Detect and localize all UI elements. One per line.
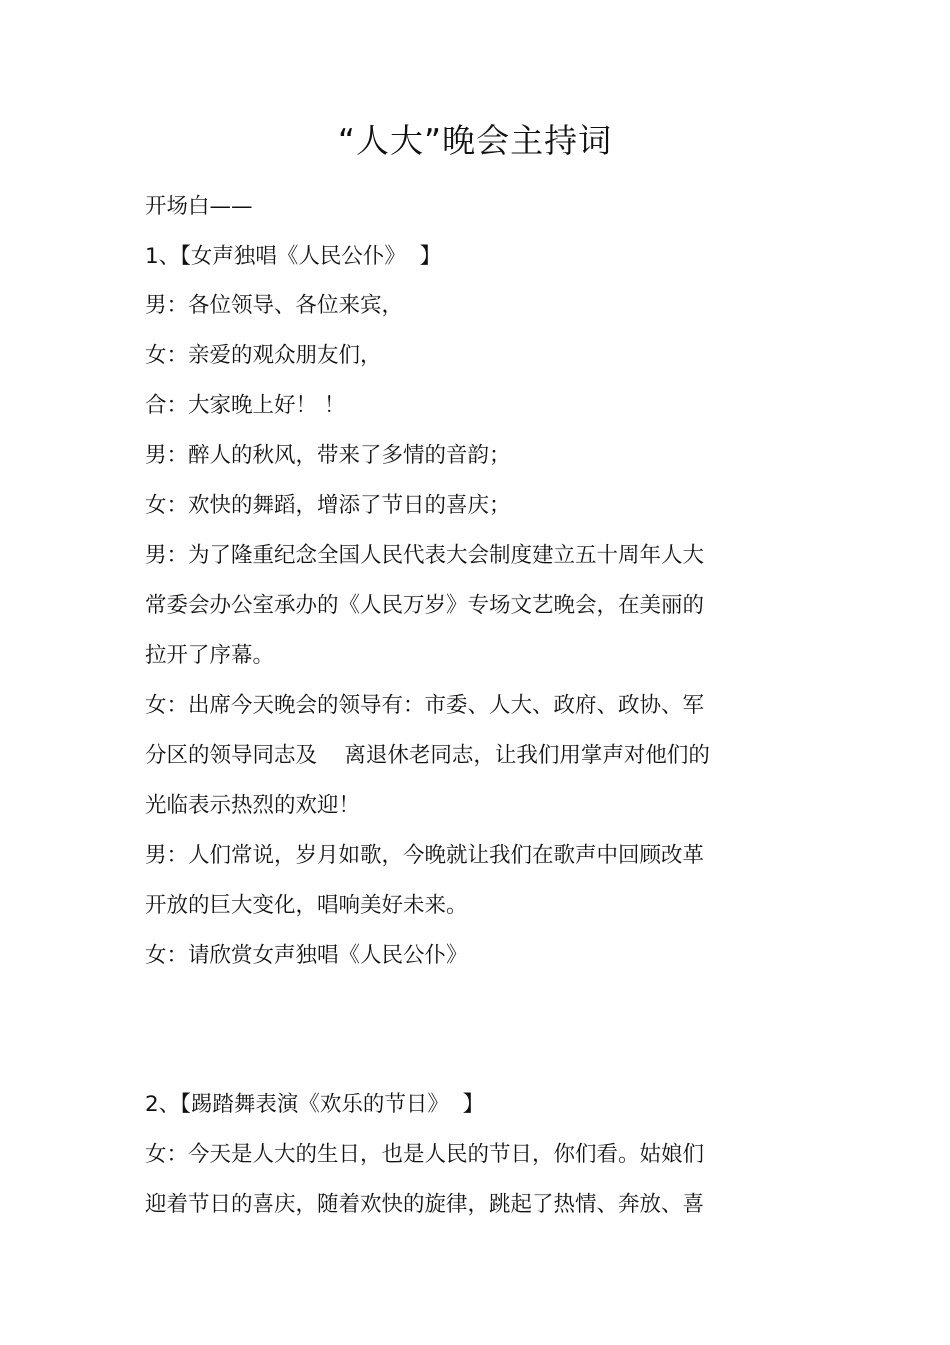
text-line: 光临表示热烈的欢迎！ (145, 793, 361, 818)
text-line: 女：请欣赏女声独唱《人民公仆》 (145, 943, 468, 968)
text-line: 男：人们常说，岁月如歌，今晚就让我们在歌声中回顾改革 (145, 843, 705, 868)
text-line: 女：亲爱的观众朋友们， (145, 343, 382, 368)
text-line: 男：醉人的秋风，带来了多情的音韵； (145, 443, 511, 468)
text-line: 拉开了序幕。 (145, 643, 275, 668)
text-line: 男：为了隆重纪念全国人民代表大会制度建立五十周年人大 (145, 543, 705, 568)
text-line: 男：各位领导、各位来宾， (145, 293, 404, 318)
text-line: 2、【踢踏舞表演《欢乐的节日》 】 (145, 1092, 485, 1117)
document-title: “人大”晚会主持词 (337, 121, 613, 160)
text-line: 女：今天是人大的生日，也是人民的节日，你们看。姑娘们 (145, 1142, 705, 1167)
text-line: 女：出席今天晚会的领导有：市委、人大、政府、政协、军 (145, 693, 705, 718)
text-line: 1、【女声独唱《人民公仆》 】 (145, 244, 442, 269)
text-line: 开场白—— (145, 194, 253, 219)
text-line: 合：大家晚上好！ ！ (145, 393, 346, 418)
text-line: 开放的巨大变化，唱响美好未来。 (145, 893, 468, 918)
text-line: 女：欢快的舞蹈，增添了节日的喜庆； (145, 493, 511, 518)
text-line: 迎着节日的喜庆，随着欢快的旋律，跳起了热情、奔放、喜 (145, 1192, 705, 1217)
text-line: 分区的领导同志及 离退休老同志，让我们用掌声对他们的 (145, 743, 710, 768)
text-line: 常委会办公室承办的《人民万岁》专场文艺晚会，在美丽的 (145, 593, 705, 618)
